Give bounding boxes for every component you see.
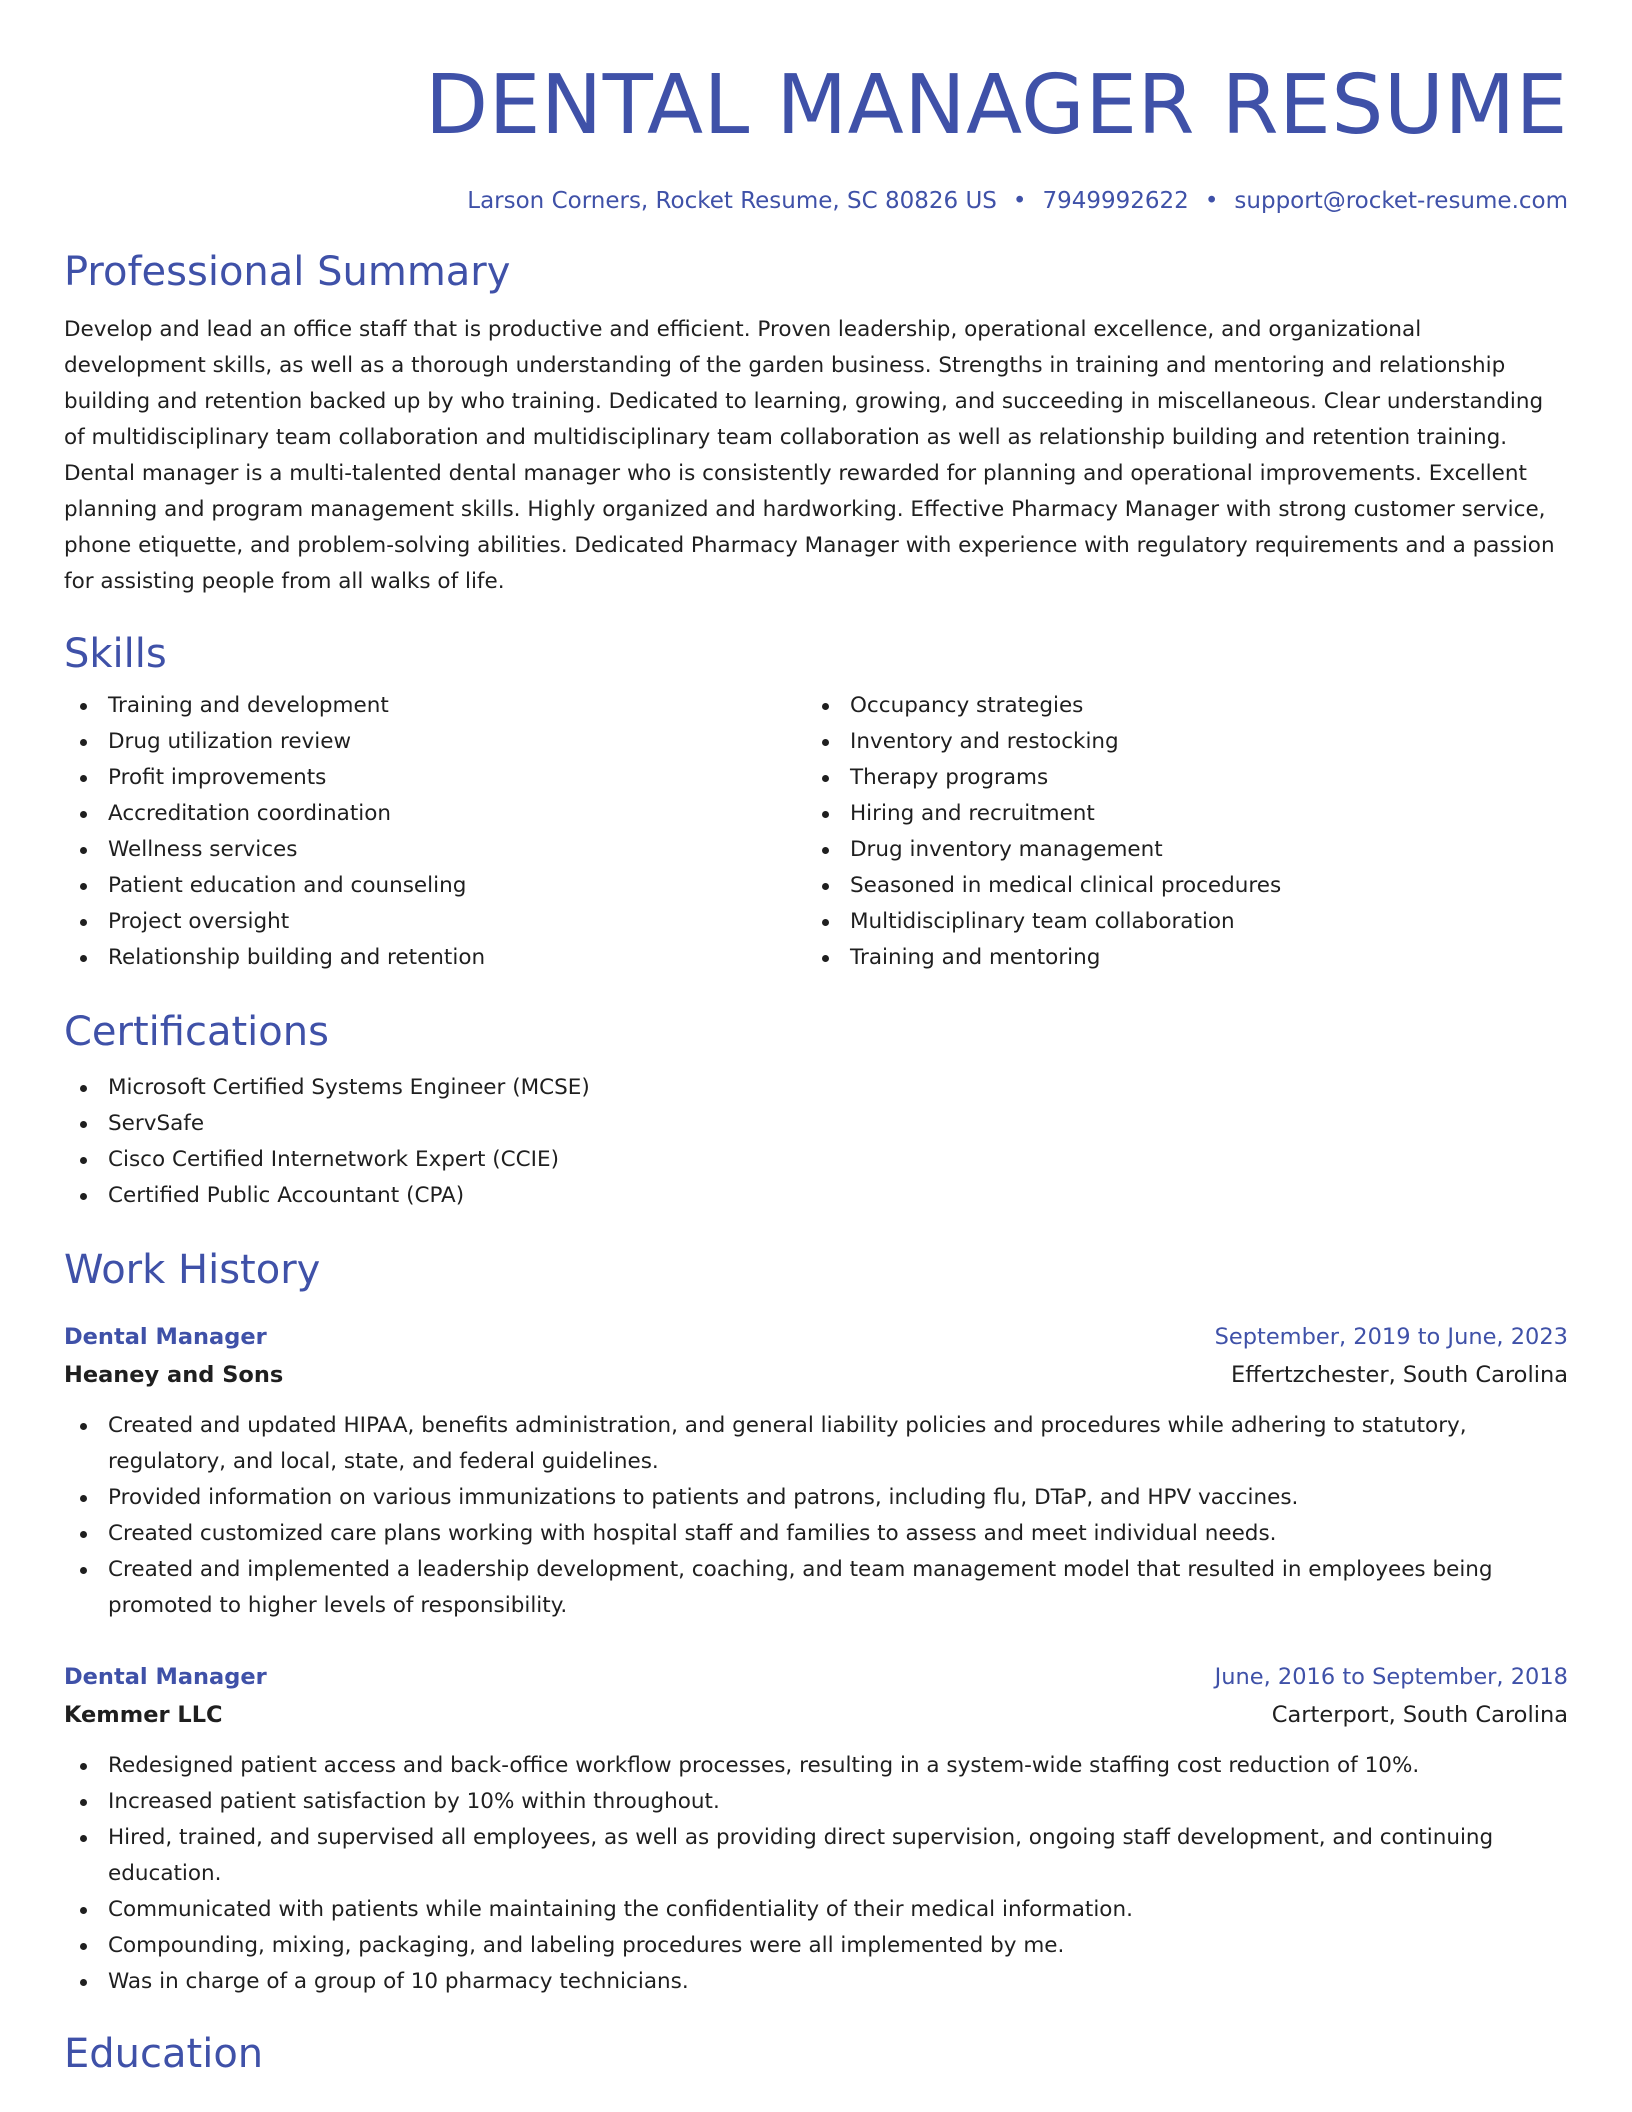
certifications-list: [64, 1070, 1568, 1214]
certifications-section: [64, 1006, 1568, 1214]
skill-item: Training and mentoring: [806, 940, 1548, 976]
skill-item: Multidisciplinary team collaboration: [806, 904, 1548, 940]
job-title: Dental Manager: [64, 1664, 267, 1690]
job-bullets: [64, 1748, 1568, 2000]
contact-separator: •: [1204, 188, 1219, 214]
resume-page: [64, 0, 1568, 2080]
contact-email: support@rocket-resume.com: [1234, 188, 1568, 214]
skills-left-list: [64, 688, 806, 976]
job-company-row: [64, 1356, 1568, 1394]
skill-item: Occupancy strategies: [806, 688, 1548, 724]
job-company: Heaney and Sons: [64, 1362, 284, 1388]
resume-title: DENTAL MANAGER RESUME: [424, 58, 1568, 153]
job-bullet: Was in charge of a group of 10 pharmacy technicians.: [64, 1964, 1568, 2000]
skill-item: Project oversight: [64, 904, 806, 940]
job-company: Kemmer LLC: [64, 1702, 223, 1728]
job-location: Effertzchester, South Carolina: [1231, 1362, 1568, 1388]
job-dates: June, 2016 to September, 2018: [1214, 1664, 1568, 1690]
job-bullet: Redesigned patient access and back-office workflow processes, resulting in a system-wide staffing cost reduction of 10%.: [64, 1748, 1568, 1784]
skill-item: Patient education and counseling: [64, 868, 806, 904]
job-dates: September, 2019 to June, 2023: [1214, 1324, 1568, 1350]
education-heading: Education: [64, 2031, 264, 2077]
job-entry: [64, 1658, 1568, 2000]
skill-item: Profit improvements: [64, 760, 806, 796]
job-title: Dental Manager: [64, 1324, 267, 1350]
job-entry: [64, 1318, 1568, 1624]
job-header-row: [64, 1658, 1568, 1696]
skill-item: Training and development: [64, 688, 806, 724]
job-company-row: [64, 1696, 1568, 1734]
skill-item: Wellness services: [64, 832, 806, 868]
certification-item: Certified Public Accountant (CPA): [64, 1178, 1568, 1214]
skill-item: Hiring and recruitment: [806, 796, 1548, 832]
contact-separator: •: [1012, 188, 1027, 214]
skill-item: Therapy programs: [806, 760, 1548, 796]
skills-section: [64, 628, 1568, 976]
contact-line: [64, 184, 1568, 218]
certification-item: Microsoft Certified Systems Engineer (MCSE): [64, 1070, 1568, 1106]
skill-item: Seasoned in medical clinical procedures: [806, 868, 1548, 904]
job-bullet: Hired, trained, and supervised all employees, as well as providing direct supervision, ongoing staff development, and continuing education.: [64, 1820, 1568, 1892]
skill-item: Inventory and restocking: [806, 724, 1548, 760]
skills-right-list: [806, 688, 1548, 976]
contact-phone: 7949992622: [1042, 188, 1189, 214]
job-bullet: Created and updated HIPAA, benefits administration, and general liability policies and procedures while adhering to statutory, regulatory, and local, state, and federal guidelines.: [64, 1408, 1568, 1480]
skill-item: Drug utilization review: [64, 724, 806, 760]
certification-item: ServSafe: [64, 1106, 1568, 1142]
summary-text: Develop and lead an office staff that is productive and efficient. Proven leadership, operational excellence, and organizational development skills, as well as a thorough understanding of the garden business. Strengths in training and mentoring and relationship building and retention backed up by who training. Dedicated to learning, growing, and succeeding in miscellaneous. Clear understanding of multidisciplinary team collaboration and multidisciplinary team collaboration as well as relationship building and retention training. Dental manager is a multi-talented dental manager who is consistently rewarded for planning and operational improvements. Excellent planning and program management skills. Highly organized and hardworking. Effective Pharmacy Manager with strong customer service, phone etiquette, and problem-solving abilities. Dedicated Pharmacy Manager with experience with regulatory requirements and a passion for assisting people from all walks of life.: [64, 317, 1555, 594]
job-location: Carterport, South Carolina: [1271, 1702, 1568, 1728]
work-history-section: [64, 1244, 1568, 2000]
skills-heading: Skills: [64, 631, 167, 677]
job-bullet: Increased patient satisfaction by 10% within throughout.: [64, 1784, 1568, 1820]
summary-heading: Professional Summary: [64, 249, 511, 295]
work-history-heading: Work History: [64, 1247, 321, 1293]
contact-address: Larson Corners, Rocket Resume, SC 80826 US: [467, 188, 997, 214]
job-bullet: Compounding, mixing, packaging, and labeling procedures were all implemented by me.: [64, 1928, 1568, 1964]
job-bullet: Provided information on various immunizations to patients and patrons, including flu, DTaP, and HPV vaccines.: [64, 1480, 1568, 1516]
certifications-heading: Certifications: [64, 1009, 329, 1055]
skill-item: Accreditation coordination: [64, 796, 806, 832]
job-bullet: Communicated with patients while maintaining the confidentiality of their medical information.: [64, 1892, 1568, 1928]
skill-item: Drug inventory management: [806, 832, 1548, 868]
certification-item: Cisco Certified Internetwork Expert (CCIE): [64, 1142, 1568, 1178]
skill-item: Relationship building and retention: [64, 940, 806, 976]
summary-section: [64, 246, 1568, 600]
job-bullet: Created customized care plans working with hospital staff and families to assess and meet individual needs.: [64, 1516, 1568, 1552]
job-header-row: [64, 1318, 1568, 1356]
skills-columns: [64, 688, 1568, 976]
job-bullets: [64, 1408, 1568, 1624]
job-bullet: Created and implemented a leadership development, coaching, and team management model that resulted in employees being promoted to higher levels of responsibility.: [64, 1552, 1568, 1624]
education-section: [64, 2028, 1568, 2080]
